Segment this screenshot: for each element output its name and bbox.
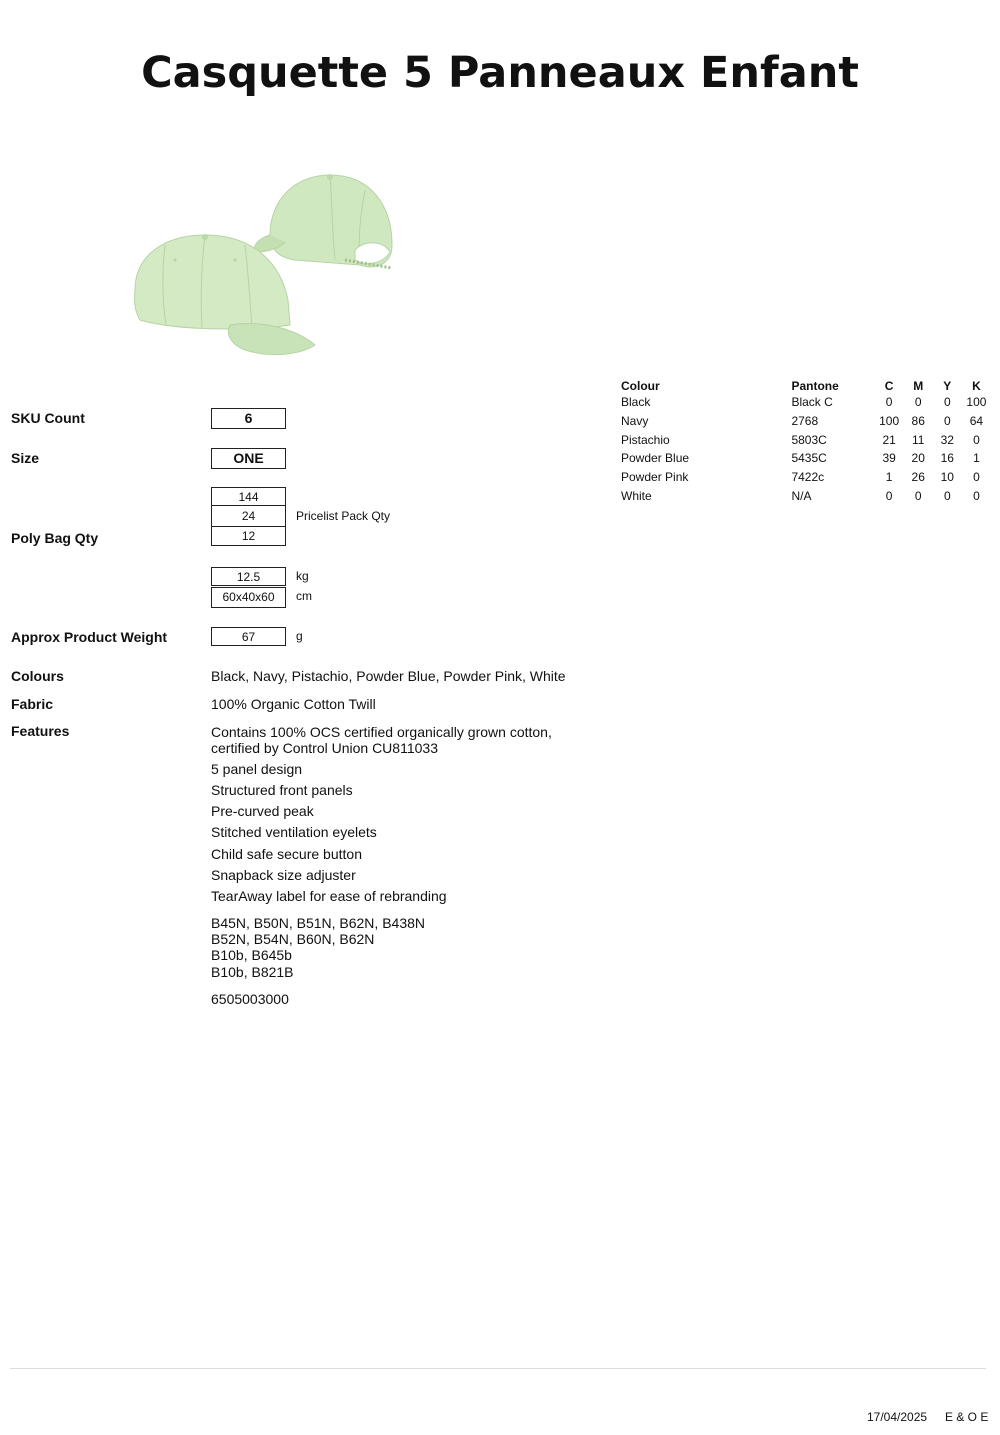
- cell-colour: Powder Blue: [621, 451, 690, 466]
- page-title: Casquette 5 Panneaux Enfant: [141, 48, 859, 98]
- sku-count-label: SKU Count: [11, 410, 85, 426]
- table-row: [621, 393, 991, 412]
- header-k: K: [972, 378, 981, 393]
- cell-pantone: 2768: [791, 414, 819, 429]
- colours-value: Black, Navy, Pistachio, Powder Blue, Powder Pink, White: [211, 668, 566, 684]
- carton-dimensions-value: 60x40x60: [211, 587, 286, 608]
- cell-m: 86: [911, 414, 925, 429]
- cell-pantone: N/A: [791, 488, 812, 503]
- features-label: Features: [11, 723, 70, 739]
- product-image: [120, 160, 410, 375]
- cell-colour: White: [621, 488, 652, 503]
- table-row: [621, 412, 991, 431]
- table-row: [621, 468, 991, 487]
- size-label: Size: [11, 450, 40, 466]
- cell-m: 0: [914, 488, 922, 503]
- feature-item: Structured front panels: [211, 782, 353, 798]
- product-weight-value: 67: [211, 627, 286, 646]
- cell-c: 39: [882, 451, 896, 466]
- carton-qty-value: 144: [211, 487, 286, 506]
- colour-table: [621, 378, 991, 505]
- cell-y: 0: [943, 414, 951, 429]
- table-row: [621, 430, 991, 449]
- poly-bag-qty-label: Poly Bag Qty: [11, 530, 99, 546]
- feature-item: Child safe secure button: [211, 846, 362, 862]
- cell-colour: Pistachio: [621, 432, 670, 447]
- related-code-line: B10b, B821B: [211, 964, 294, 980]
- back-cap-icon: [254, 174, 392, 268]
- sku-count-value: 6: [211, 408, 286, 429]
- cell-y: 32: [940, 432, 954, 447]
- cell-k: 0: [973, 488, 980, 503]
- commodity-code: 6505003000: [211, 991, 289, 1007]
- feature-item: TearAway label for ease of rebranding: [211, 888, 447, 904]
- header-y: Y: [943, 378, 952, 393]
- footer-divider: [10, 1368, 986, 1369]
- table-row: [621, 449, 991, 468]
- cell-c: 1: [885, 470, 893, 485]
- cell-y: 0: [943, 488, 951, 503]
- header-c: C: [884, 378, 894, 393]
- related-code-line: B10b, B645b: [211, 947, 292, 963]
- cell-c: 0: [885, 488, 893, 503]
- cap-icon: [120, 160, 410, 375]
- cell-m: 26: [911, 470, 925, 485]
- carton-weight-value: 12.5: [211, 567, 286, 586]
- carton-dimensions-unit: cm: [296, 589, 312, 603]
- carton-weight-unit: kg: [296, 569, 309, 583]
- cell-k: 100: [966, 395, 987, 410]
- cell-c: 21: [882, 432, 896, 447]
- feature-item: Pre-curved peak: [211, 803, 314, 819]
- cell-pantone: 5435C: [791, 451, 827, 466]
- header-colour: Colour: [621, 378, 660, 393]
- cell-colour: Powder Pink: [621, 470, 689, 485]
- pricelist-qty-value: 24: [211, 506, 286, 527]
- cell-colour: Black: [621, 395, 651, 410]
- header-m: M: [913, 378, 924, 393]
- footer-eoe: E & O E: [945, 1410, 989, 1424]
- cell-c: 0: [885, 395, 893, 410]
- product-weight-unit: g: [296, 629, 303, 643]
- cell-m: 20: [911, 451, 925, 466]
- cell-pantone: Black C: [791, 395, 833, 410]
- cell-y: 16: [940, 451, 954, 466]
- fabric-value: 100% Organic Cotton Twill: [211, 696, 376, 712]
- feature-item: Stitched ventilation eyelets: [211, 824, 377, 840]
- cell-pantone: 7422c: [791, 470, 825, 485]
- related-code-line: B52N, B54N, B60N, B62N: [211, 931, 375, 947]
- cell-m: 11: [911, 432, 925, 447]
- cell-colour: Navy: [621, 414, 649, 429]
- cell-pantone: 5803C: [791, 432, 827, 447]
- feature-item: 5 panel design: [211, 761, 303, 777]
- header-pantone: Pantone: [791, 378, 839, 393]
- size-value: ONE: [211, 448, 286, 469]
- colours-label: Colours: [11, 668, 64, 684]
- footer-date: 17/04/2025: [867, 1410, 928, 1424]
- cell-y: 10: [940, 470, 954, 485]
- cell-y: 0: [943, 395, 951, 410]
- cell-k: 64: [969, 414, 984, 429]
- product-weight-label: Approx Product Weight: [11, 629, 168, 645]
- feature-item: certified by Control Union CU811033: [211, 740, 438, 756]
- cell-k: 0: [973, 470, 980, 485]
- fabric-label: Fabric: [11, 696, 54, 712]
- poly-bag-qty-value: 12: [211, 527, 286, 546]
- cell-c: 100: [879, 414, 900, 429]
- feature-item: Contains 100% OCS certified organically grown cotton,: [211, 724, 552, 740]
- pricelist-qty-label: Pricelist Pack Qty: [296, 509, 391, 523]
- related-code-line: B45N, B50N, B51N, B62N, B438N: [211, 915, 426, 931]
- feature-item: Snapback size adjuster: [211, 867, 356, 883]
- cell-m: 0: [914, 395, 922, 410]
- cell-k: 0: [973, 432, 980, 447]
- cell-k: 1: [973, 451, 980, 466]
- colour-table-header: [621, 378, 991, 393]
- table-row: [621, 486, 991, 505]
